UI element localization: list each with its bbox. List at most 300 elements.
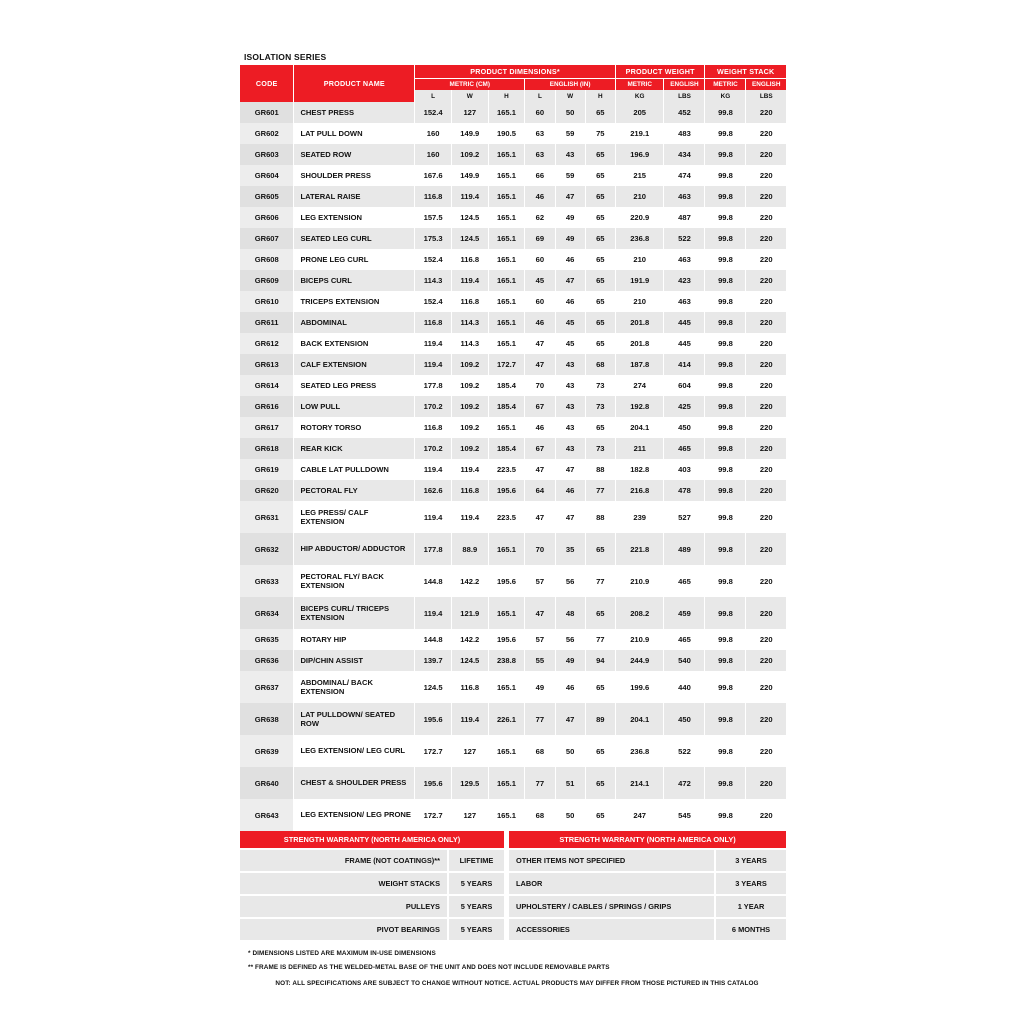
cell-code: GR632 (240, 533, 294, 565)
cell-eh: 65 (585, 533, 615, 565)
cell-slbs: 220 (746, 270, 786, 291)
table-row (240, 375, 786, 396)
cell-wlbs: 450 (664, 417, 705, 438)
header-unit-metric-h: H (488, 90, 525, 102)
cell-wkg: 210 (615, 186, 664, 207)
cell-el: 69 (525, 228, 555, 249)
cell-product-name: LEG EXTENSION/ LEG PRONE (294, 799, 415, 831)
cell-wlbs: 452 (664, 102, 705, 123)
cell-eh: 73 (585, 438, 615, 459)
cell-code: GR640 (240, 767, 294, 799)
table-header (240, 65, 786, 102)
cell-wlbs: 478 (664, 480, 705, 501)
warranty-label-pivot-bearings: PIVOT BEARINGS (240, 918, 448, 940)
cell-el: 66 (525, 165, 555, 186)
cell-el: 47 (525, 501, 555, 533)
cell-ml: 160 (415, 123, 452, 144)
header-english-in: ENGLISH (IN) (525, 79, 616, 91)
cell-code: GR614 (240, 375, 294, 396)
cell-skg: 99.8 (705, 671, 746, 703)
cell-product-name: TRICEPS EXTENSION (294, 291, 415, 312)
cell-mw: 88.9 (451, 533, 488, 565)
cell-wkg: 247 (615, 799, 664, 831)
cell-mw: 116.8 (451, 671, 488, 703)
cell-mh: 165.1 (488, 291, 525, 312)
cell-ml: 119.4 (415, 333, 452, 354)
header-unit-stack-lbs: LBS (746, 90, 786, 102)
cell-mh: 165.1 (488, 270, 525, 291)
cell-slbs: 220 (746, 228, 786, 249)
cell-ml: 195.6 (415, 703, 452, 735)
table-row (240, 123, 786, 144)
cell-el: 70 (525, 533, 555, 565)
cell-skg: 99.8 (705, 270, 746, 291)
cell-code: GR609 (240, 270, 294, 291)
table-row (240, 671, 786, 703)
cell-el: 57 (525, 565, 555, 597)
cell-ml: 157.5 (415, 207, 452, 228)
cell-wlbs: 463 (664, 186, 705, 207)
cell-wlbs: 540 (664, 650, 705, 671)
cell-skg: 99.8 (705, 629, 746, 650)
cell-eh: 88 (585, 459, 615, 480)
header-stack-english: ENGLISH (746, 79, 786, 91)
header-unit-weight-kg: KG (615, 90, 664, 102)
cell-slbs: 220 (746, 123, 786, 144)
cell-wlbs: 604 (664, 375, 705, 396)
cell-el: 45 (525, 270, 555, 291)
cell-skg: 99.8 (705, 459, 746, 480)
warranty-value-upholstery: 1 YEAR (715, 895, 786, 918)
cell-eh: 77 (585, 565, 615, 597)
header-stack-metric: METRIC (705, 79, 746, 91)
cell-mh: 165.1 (488, 417, 525, 438)
cell-skg: 99.8 (705, 375, 746, 396)
cell-mh: 238.8 (488, 650, 525, 671)
cell-code: GR603 (240, 144, 294, 165)
table-row (240, 396, 786, 417)
table-row (240, 799, 786, 831)
warranty-value-weight-stacks: 5 YEARS (448, 872, 505, 895)
cell-ml: 116.8 (415, 417, 452, 438)
header-weight-english: ENGLISH (664, 79, 705, 91)
cell-mw: 149.9 (451, 123, 488, 144)
cell-wkg: 201.8 (615, 333, 664, 354)
cell-ew: 50 (555, 735, 585, 767)
cell-mh: 165.1 (488, 144, 525, 165)
header-unit-metric-l: L (415, 90, 452, 102)
cell-mw: 142.2 (451, 629, 488, 650)
header-product-weight: PRODUCT WEIGHT (615, 65, 705, 79)
cell-code: GR617 (240, 417, 294, 438)
cell-skg: 99.8 (705, 396, 746, 417)
cell-code: GR610 (240, 291, 294, 312)
table-row (240, 459, 786, 480)
cell-code: GR602 (240, 123, 294, 144)
cell-el: 67 (525, 438, 555, 459)
cell-eh: 75 (585, 123, 615, 144)
header-product-dimensions: PRODUCT DIMENSIONS* (415, 65, 616, 79)
cell-slbs: 220 (746, 249, 786, 270)
cell-slbs: 220 (746, 533, 786, 565)
cell-el: 68 (525, 735, 555, 767)
cell-ew: 43 (555, 417, 585, 438)
spec-sheet (240, 52, 786, 994)
cell-mh: 185.4 (488, 396, 525, 417)
cell-ew: 56 (555, 629, 585, 650)
table-row (240, 438, 786, 459)
cell-code: GR636 (240, 650, 294, 671)
cell-eh: 65 (585, 312, 615, 333)
cell-product-name: PRONE LEG CURL (294, 249, 415, 270)
cell-wkg: 210 (615, 291, 664, 312)
cell-wlbs: 414 (664, 354, 705, 375)
cell-slbs: 220 (746, 186, 786, 207)
cell-code: GR643 (240, 799, 294, 831)
cell-ml: 177.8 (415, 375, 452, 396)
cell-product-name: SEATED LEG CURL (294, 228, 415, 249)
cell-ml: 119.4 (415, 597, 452, 629)
warranty-row (240, 895, 786, 918)
cell-ew: 50 (555, 102, 585, 123)
cell-product-name: ABDOMINAL/ BACK EXTENSION (294, 671, 415, 703)
cell-slbs: 220 (746, 501, 786, 533)
cell-ml: 114.3 (415, 270, 452, 291)
cell-ew: 50 (555, 799, 585, 831)
cell-wlbs: 459 (664, 597, 705, 629)
table-row (240, 291, 786, 312)
cell-slbs: 220 (746, 597, 786, 629)
cell-el: 60 (525, 102, 555, 123)
cell-el: 47 (525, 597, 555, 629)
cell-wlbs: 423 (664, 270, 705, 291)
cell-code: GR619 (240, 459, 294, 480)
cell-skg: 99.8 (705, 102, 746, 123)
cell-wkg: 210.9 (615, 629, 664, 650)
cell-skg: 99.8 (705, 417, 746, 438)
warranty-header-right: STRENGTH WARRANTY (NORTH AMERICA ONLY) (509, 831, 786, 849)
warranty-label-weight-stacks: WEIGHT STACKS (240, 872, 448, 895)
cell-eh: 65 (585, 799, 615, 831)
cell-eh: 89 (585, 703, 615, 735)
cell-mw: 119.4 (451, 459, 488, 480)
cell-slbs: 220 (746, 438, 786, 459)
cell-mh: 165.1 (488, 249, 525, 270)
cell-code: GR607 (240, 228, 294, 249)
cell-product-name: CABLE LAT PULLDOWN (294, 459, 415, 480)
cell-slbs: 220 (746, 291, 786, 312)
table-row (240, 565, 786, 597)
cell-mh: 165.1 (488, 207, 525, 228)
cell-wlbs: 450 (664, 703, 705, 735)
cell-product-name: SHOULDER PRESS (294, 165, 415, 186)
warranty-value-frame: LIFETIME (448, 849, 505, 872)
cell-wkg: 220.9 (615, 207, 664, 228)
cell-mh: 172.7 (488, 354, 525, 375)
cell-el: 77 (525, 767, 555, 799)
cell-ew: 46 (555, 671, 585, 703)
cell-ew: 47 (555, 186, 585, 207)
cell-code: GR638 (240, 703, 294, 735)
cell-ew: 56 (555, 565, 585, 597)
cell-el: 68 (525, 799, 555, 831)
table-row (240, 312, 786, 333)
cell-skg: 99.8 (705, 354, 746, 375)
cell-skg: 99.8 (705, 249, 746, 270)
cell-ml: 172.7 (415, 735, 452, 767)
header-weight-metric: METRIC (615, 79, 664, 91)
cell-mw: 119.4 (451, 703, 488, 735)
warranty-value-pulleys: 5 YEARS (448, 895, 505, 918)
cell-el: 55 (525, 650, 555, 671)
cell-mw: 119.4 (451, 501, 488, 533)
cell-product-name: SEATED LEG PRESS (294, 375, 415, 396)
warranty-label-frame: FRAME (NOT COATINGS)** (240, 849, 448, 872)
cell-ew: 49 (555, 228, 585, 249)
cell-mh: 165.1 (488, 671, 525, 703)
cell-eh: 65 (585, 671, 615, 703)
cell-wlbs: 445 (664, 312, 705, 333)
cell-wkg: 204.1 (615, 417, 664, 438)
cell-mh: 165.1 (488, 735, 525, 767)
cell-ew: 51 (555, 767, 585, 799)
cell-mw: 116.8 (451, 480, 488, 501)
cell-code: GR605 (240, 186, 294, 207)
cell-mh: 195.6 (488, 565, 525, 597)
cell-slbs: 220 (746, 735, 786, 767)
cell-el: 63 (525, 123, 555, 144)
cell-mh: 165.1 (488, 533, 525, 565)
cell-product-name: LOW PULL (294, 396, 415, 417)
cell-wlbs: 527 (664, 501, 705, 533)
cell-el: 46 (525, 312, 555, 333)
cell-wkg: 215 (615, 165, 664, 186)
cell-wlbs: 403 (664, 459, 705, 480)
cell-mh: 165.1 (488, 102, 525, 123)
cell-ew: 47 (555, 501, 585, 533)
cell-code: GR601 (240, 102, 294, 123)
header-unit-stack-kg: KG (705, 90, 746, 102)
series-title: ISOLATION SERIES (244, 52, 327, 62)
cell-product-name: LAT PULLDOWN/ SEATED ROW (294, 703, 415, 735)
cell-skg: 99.8 (705, 480, 746, 501)
cell-product-name: BICEPS CURL (294, 270, 415, 291)
cell-wlbs: 522 (664, 228, 705, 249)
cell-skg: 99.8 (705, 165, 746, 186)
cell-mh: 223.5 (488, 459, 525, 480)
cell-code: GR631 (240, 501, 294, 533)
cell-eh: 65 (585, 186, 615, 207)
cell-ml: 152.4 (415, 102, 452, 123)
cell-product-name: ABDOMINAL (294, 312, 415, 333)
cell-slbs: 220 (746, 207, 786, 228)
cell-mh: 165.1 (488, 312, 525, 333)
table-row (240, 533, 786, 565)
footnote-disclaimer: NOT: ALL SPECIFICATIONS ARE SUBJECT TO CHANGE WITHOUT NOTICE. ACTUAL PRODUCTS MAY DIFFER FROM THOSE PICTURED IN THIS CATALOG (275, 980, 759, 987)
cell-ml: 170.2 (415, 396, 452, 417)
header-unit-english-h: H (585, 90, 615, 102)
cell-el: 64 (525, 480, 555, 501)
cell-mw: 149.9 (451, 165, 488, 186)
footnote-dimensions: * DIMENSIONS LISTED ARE MAXIMUM IN-USE DIMENSIONS (248, 950, 436, 957)
cell-eh: 77 (585, 480, 615, 501)
cell-slbs: 220 (746, 650, 786, 671)
cell-eh: 65 (585, 102, 615, 123)
table-row (240, 333, 786, 354)
cell-eh: 65 (585, 291, 615, 312)
cell-ew: 45 (555, 333, 585, 354)
cell-ml: 172.7 (415, 799, 452, 831)
cell-mw: 129.5 (451, 767, 488, 799)
cell-slbs: 220 (746, 459, 786, 480)
cell-ew: 47 (555, 270, 585, 291)
cell-wkg: 214.1 (615, 767, 664, 799)
table-row (240, 165, 786, 186)
cell-ew: 48 (555, 597, 585, 629)
cell-slbs: 220 (746, 375, 786, 396)
cell-slbs: 220 (746, 102, 786, 123)
cell-code: GR620 (240, 480, 294, 501)
cell-product-name: CHEST PRESS (294, 102, 415, 123)
cell-mw: 109.2 (451, 144, 488, 165)
cell-eh: 65 (585, 270, 615, 291)
table-row (240, 207, 786, 228)
cell-slbs: 220 (746, 354, 786, 375)
cell-mh: 165.1 (488, 767, 525, 799)
cell-skg: 99.8 (705, 597, 746, 629)
table-row (240, 249, 786, 270)
cell-slbs: 220 (746, 703, 786, 735)
cell-skg: 99.8 (705, 703, 746, 735)
cell-mh: 185.4 (488, 375, 525, 396)
cell-skg: 99.8 (705, 438, 746, 459)
header-metric-cm: METRIC (CM) (415, 79, 525, 91)
cell-product-name: BACK EXTENSION (294, 333, 415, 354)
cell-ml: 175.3 (415, 228, 452, 249)
cell-ew: 46 (555, 249, 585, 270)
cell-el: 47 (525, 333, 555, 354)
cell-code: GR612 (240, 333, 294, 354)
warranty-table (240, 831, 786, 940)
table-row (240, 417, 786, 438)
cell-product-name: ROTORY TORSO (294, 417, 415, 438)
cell-skg: 99.8 (705, 186, 746, 207)
cell-ew: 49 (555, 650, 585, 671)
cell-wlbs: 465 (664, 438, 705, 459)
table-row (240, 228, 786, 249)
cell-product-name: REAR KICK (294, 438, 415, 459)
cell-ml: 177.8 (415, 533, 452, 565)
cell-wlbs: 489 (664, 533, 705, 565)
header-product-name: PRODUCT NAME (294, 65, 415, 102)
cell-wkg: 210 (615, 249, 664, 270)
cell-wkg: 274 (615, 375, 664, 396)
cell-skg: 99.8 (705, 767, 746, 799)
cell-mh: 165.1 (488, 597, 525, 629)
cell-ml: 144.8 (415, 565, 452, 597)
cell-ml: 116.8 (415, 186, 452, 207)
cell-product-name: PECTORAL FLY/ BACK EXTENSION (294, 565, 415, 597)
header-row-top (240, 65, 786, 79)
cell-wkg: 221.8 (615, 533, 664, 565)
cell-ew: 35 (555, 533, 585, 565)
cell-code: GR616 (240, 396, 294, 417)
cell-wlbs: 522 (664, 735, 705, 767)
warranty-label-labor: LABOR (509, 872, 715, 895)
cell-eh: 68 (585, 354, 615, 375)
cell-skg: 99.8 (705, 565, 746, 597)
cell-code: GR618 (240, 438, 294, 459)
warranty-section (240, 831, 786, 940)
header-unit-english-w: W (555, 90, 585, 102)
cell-el: 47 (525, 459, 555, 480)
cell-ml: 152.4 (415, 291, 452, 312)
cell-mh: 226.1 (488, 703, 525, 735)
table-row (240, 501, 786, 533)
cell-eh: 88 (585, 501, 615, 533)
cell-mw: 119.4 (451, 270, 488, 291)
header-code: CODE (240, 65, 294, 102)
table-row (240, 597, 786, 629)
cell-code: GR639 (240, 735, 294, 767)
cell-mw: 109.2 (451, 417, 488, 438)
cell-ml: 116.8 (415, 312, 452, 333)
cell-code: GR633 (240, 565, 294, 597)
cell-eh: 65 (585, 333, 615, 354)
cell-mh: 185.4 (488, 438, 525, 459)
cell-wkg: 182.8 (615, 459, 664, 480)
cell-mw: 114.3 (451, 333, 488, 354)
table-row (240, 735, 786, 767)
cell-mw: 142.2 (451, 565, 488, 597)
cell-mh: 165.1 (488, 228, 525, 249)
cell-eh: 73 (585, 375, 615, 396)
cell-mw: 119.4 (451, 186, 488, 207)
warranty-header-left: STRENGTH WARRANTY (NORTH AMERICA ONLY) (240, 831, 505, 849)
cell-eh: 65 (585, 735, 615, 767)
header-weight-stack: WEIGHT STACK (705, 65, 786, 79)
cell-ml: 170.2 (415, 438, 452, 459)
cell-mw: 124.5 (451, 228, 488, 249)
cell-ml: 162.6 (415, 480, 452, 501)
cell-eh: 65 (585, 144, 615, 165)
cell-mh: 165.1 (488, 165, 525, 186)
cell-eh: 65 (585, 249, 615, 270)
cell-ew: 47 (555, 459, 585, 480)
cell-ml: 167.6 (415, 165, 452, 186)
cell-product-name: LEG EXTENSION (294, 207, 415, 228)
cell-skg: 99.8 (705, 735, 746, 767)
cell-wlbs: 465 (664, 565, 705, 597)
cell-skg: 99.8 (705, 123, 746, 144)
cell-mh: 165.1 (488, 799, 525, 831)
cell-wlbs: 465 (664, 629, 705, 650)
cell-wlbs: 487 (664, 207, 705, 228)
footnotes (240, 950, 786, 987)
cell-eh: 65 (585, 165, 615, 186)
cell-ew: 46 (555, 480, 585, 501)
cell-product-name: CHEST & SHOULDER PRESS (294, 767, 415, 799)
cell-ml: 195.6 (415, 767, 452, 799)
cell-eh: 65 (585, 597, 615, 629)
cell-wkg: 236.8 (615, 228, 664, 249)
table-row (240, 767, 786, 799)
cell-ml: 124.5 (415, 671, 452, 703)
cell-mw: 116.8 (451, 249, 488, 270)
cell-skg: 99.8 (705, 799, 746, 831)
table-row (240, 629, 786, 650)
cell-wkg: 196.9 (615, 144, 664, 165)
